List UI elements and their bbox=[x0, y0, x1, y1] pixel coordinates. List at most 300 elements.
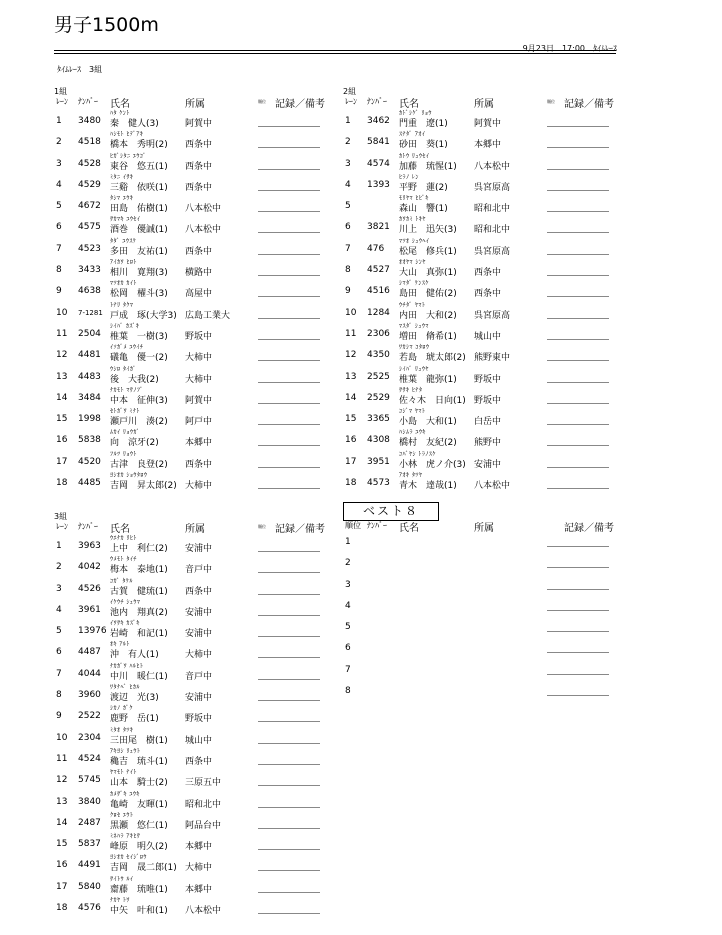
record-line bbox=[258, 764, 320, 765]
athlete-kana: ﾖｼｵｶ ｼｮｳﾀﾛｳ bbox=[110, 472, 148, 480]
table-row bbox=[54, 597, 324, 618]
record-line bbox=[258, 254, 320, 255]
lane-number: 4 bbox=[56, 604, 62, 615]
bib-number: 2306 bbox=[367, 328, 390, 339]
athlete-name: 砂田 葵(1) bbox=[399, 140, 448, 151]
table-row bbox=[343, 108, 613, 129]
bib-number: 4485 bbox=[78, 478, 101, 489]
table-row bbox=[343, 342, 613, 363]
record-line bbox=[547, 445, 609, 446]
lane-number: 4 bbox=[345, 179, 351, 190]
table-row bbox=[343, 214, 613, 235]
bib-number: 3480 bbox=[78, 116, 101, 126]
athlete-name: 沖 有人(1) bbox=[110, 650, 159, 661]
athlete-name: 古賀 健琉(1) bbox=[110, 586, 168, 597]
header-name: 氏名 bbox=[399, 99, 419, 110]
athlete-name: 島田 健佑(2) bbox=[399, 289, 457, 300]
athlete-name: 岩崎 和記(1) bbox=[110, 629, 168, 640]
record-line bbox=[258, 382, 320, 383]
table-row bbox=[54, 746, 324, 767]
header-record: 記録／備考 bbox=[275, 99, 325, 110]
lane-number: 10 bbox=[56, 307, 68, 318]
table-row bbox=[343, 300, 613, 321]
header-number: ﾅﾝﾊﾞｰ bbox=[367, 97, 387, 106]
record-line bbox=[547, 254, 609, 255]
table-row bbox=[343, 470, 613, 491]
athlete-club: 八本松中 bbox=[185, 204, 222, 215]
record-line bbox=[547, 339, 609, 340]
best8-row bbox=[343, 640, 613, 661]
athlete-name: 加藤 琉惺(1) bbox=[399, 161, 457, 172]
record-line bbox=[547, 318, 609, 319]
athlete-name: 古津 良登(2) bbox=[110, 459, 168, 470]
record-line bbox=[258, 828, 320, 829]
table-row bbox=[54, 831, 324, 852]
header-club: 所属 bbox=[185, 99, 205, 110]
record-line bbox=[547, 695, 609, 696]
athlete-name: 酒巻 優誠(1) bbox=[110, 225, 168, 236]
bib-number: 3961 bbox=[78, 604, 101, 615]
race-label: ﾀｲﾑﾚｰｽ 3組 bbox=[57, 65, 103, 74]
table-row bbox=[54, 470, 324, 491]
record-line bbox=[258, 169, 320, 170]
record-line bbox=[258, 743, 320, 744]
athlete-kana: ﾄﾅﾘ ﾀｸﾏ bbox=[110, 301, 134, 309]
athlete-kana: ｲｿｶﾞﾒ ﾕｳｲﾁ bbox=[110, 344, 144, 352]
athlete-club: 本郷中 bbox=[185, 884, 213, 895]
page-title: 男子1500m bbox=[54, 14, 159, 36]
athlete-kana: ｳｴﾅｶ ﾘﾋﾄ bbox=[110, 535, 137, 542]
athlete-kana: ｵｵﾔﾏ ｼﾝﾔ bbox=[399, 259, 426, 267]
lane-number: 15 bbox=[56, 839, 68, 850]
athlete-name: 佐々木 日向(1) bbox=[399, 395, 466, 406]
record-line bbox=[547, 275, 609, 276]
athlete-name: 松岡 櫂斗(3) bbox=[110, 289, 168, 300]
bib-number: 5838 bbox=[78, 435, 101, 446]
athlete-kana: ｽﾅﾀﾞ ｱｵｲ bbox=[399, 131, 426, 139]
athlete-kana: ﾜｶｼﾏ ｺﾀﾛｳ bbox=[399, 344, 430, 352]
athlete-name: 橋本 秀明(2) bbox=[110, 140, 168, 151]
bib-number: 3462 bbox=[367, 116, 390, 126]
athlete-club: 昭和北中 bbox=[474, 225, 511, 236]
athlete-club: 呉宮原高 bbox=[474, 310, 511, 321]
bib-number: 3960 bbox=[78, 690, 101, 701]
athlete-kana: ｼﾏﾀﾞ ｹﾝｽｹ bbox=[399, 280, 429, 288]
table-row bbox=[54, 364, 324, 385]
athlete-kana: ｺｶﾞ ﾀｹﾙ bbox=[110, 577, 133, 585]
athlete-club: 昭和北中 bbox=[185, 799, 222, 810]
lane-number: 4 bbox=[56, 179, 62, 190]
header-rank: 順位 bbox=[258, 524, 266, 529]
athlete-club: 八本松中 bbox=[185, 225, 222, 236]
table-row bbox=[54, 703, 324, 724]
athlete-name: 梅本 泰地(1) bbox=[110, 565, 168, 576]
athlete-club: 西条中 bbox=[185, 586, 213, 597]
record-line bbox=[547, 190, 609, 191]
bib-number: 4042 bbox=[78, 562, 101, 573]
lane-number: 5 bbox=[56, 201, 62, 212]
lane-number: 13 bbox=[345, 371, 357, 382]
lane-number: 11 bbox=[56, 328, 68, 339]
best8-header bbox=[343, 520, 613, 532]
athlete-club: 西条中 bbox=[185, 246, 213, 257]
athlete-kana: ﾓﾘﾔﾏ ﾋﾋﾞｷ bbox=[399, 195, 429, 203]
athlete-club: 阿賀中 bbox=[474, 119, 502, 129]
bib-number: 5840 bbox=[78, 881, 101, 892]
lane-number: 15 bbox=[56, 414, 68, 425]
athlete-name: 大山 真弥(1) bbox=[399, 268, 457, 279]
athlete-club: 野坂中 bbox=[185, 714, 213, 725]
record-line bbox=[258, 700, 320, 701]
header-lane: ﾚｰﾝ bbox=[345, 97, 357, 106]
athlete-kana: ﾋｶﾞｼﾀﾆ ﾕｳｺﾞ bbox=[110, 152, 147, 160]
lane-number: 17 bbox=[56, 456, 68, 467]
table-row bbox=[54, 554, 324, 575]
athlete-name: 瀬戸川 湊(2) bbox=[110, 417, 168, 428]
heat-rows bbox=[343, 108, 613, 491]
header-club: 所属 bbox=[474, 99, 494, 110]
header-number: ﾅﾝﾊﾞｰ bbox=[78, 522, 98, 531]
table-row bbox=[54, 874, 324, 895]
athlete-kana: ｲﾜｻｷ ｶｽﾞｷ bbox=[110, 620, 140, 628]
athlete-kana: ｼｲﾊﾞ ｶｽﾞｷ bbox=[110, 322, 140, 330]
table-row bbox=[54, 661, 324, 682]
bib-number: 3484 bbox=[78, 392, 101, 403]
athlete-name: 多田 友祐(1) bbox=[110, 246, 168, 257]
athlete-name: 小林 虎ノ介(3) bbox=[399, 459, 466, 470]
athlete-name: 黒瀬 悠仁(1) bbox=[110, 820, 168, 831]
athlete-club: 安浦中 bbox=[474, 459, 502, 470]
best8-header-club: 所属 bbox=[474, 523, 494, 534]
athlete-kana: ｱｷﾖｼ ﾘｭｳﾄ bbox=[110, 747, 141, 755]
athlete-kana: ﾏﾂｵ ｼｭｳﾍｲ bbox=[399, 237, 430, 245]
record-line bbox=[547, 631, 609, 632]
record-line bbox=[258, 594, 320, 595]
lane-number: 7 bbox=[56, 668, 62, 679]
athlete-kana: ｾﾄｶﾞﾜ ﾐﾅﾄ bbox=[110, 408, 140, 416]
bib-number: 3365 bbox=[367, 414, 390, 425]
athlete-club: 大柿中 bbox=[185, 650, 213, 661]
table-row bbox=[54, 214, 324, 235]
athlete-club: 西条中 bbox=[474, 289, 502, 300]
athlete-name: 穐吉 琉斗(1) bbox=[110, 756, 168, 767]
record-line bbox=[547, 674, 609, 675]
record-line bbox=[258, 551, 320, 552]
lane-number: 12 bbox=[56, 775, 68, 786]
athlete-club: 横路中 bbox=[185, 268, 213, 279]
table-row bbox=[343, 151, 613, 172]
bib-number: 2529 bbox=[367, 392, 390, 403]
heat-label: 2組 bbox=[343, 87, 357, 96]
table-row bbox=[343, 278, 613, 299]
record-line bbox=[258, 892, 320, 893]
record-line bbox=[258, 721, 320, 722]
table-row bbox=[54, 129, 324, 150]
header-lane: ﾚｰﾝ bbox=[56, 522, 68, 531]
bib-number: 4526 bbox=[78, 583, 101, 594]
athlete-name: 松尾 修兵(1) bbox=[399, 246, 457, 257]
header-rank: 順位 bbox=[547, 99, 555, 104]
athlete-club: 西条中 bbox=[185, 140, 213, 151]
athlete-name: 青木 達哉(1) bbox=[399, 481, 457, 492]
bib-number: 2525 bbox=[367, 371, 390, 382]
lane-number: 13 bbox=[56, 796, 68, 807]
lane-number: 16 bbox=[56, 860, 68, 871]
column-header bbox=[54, 521, 324, 533]
athlete-club: 安浦中 bbox=[185, 607, 213, 618]
record-line bbox=[258, 913, 320, 914]
best8-header-record: 記録／備考 bbox=[564, 523, 614, 534]
table-row bbox=[54, 172, 324, 193]
bib-number: 3963 bbox=[78, 541, 101, 551]
athlete-club: 本郷中 bbox=[185, 438, 213, 449]
athlete-name: 吉岡 晟二郎(1) bbox=[110, 863, 177, 874]
best8-rows bbox=[343, 534, 613, 704]
header-name: 氏名 bbox=[110, 524, 130, 535]
athlete-kana: ｺﾊﾞﾔｼ ﾄﾗﾉｽｹ bbox=[399, 450, 436, 458]
athlete-club: 呉宮原高 bbox=[474, 182, 511, 193]
subtitle-rule bbox=[54, 53, 616, 54]
athlete-name: 三谿 依咲(1) bbox=[110, 182, 168, 193]
lane-number: 12 bbox=[56, 350, 68, 361]
table-row bbox=[54, 108, 324, 129]
athlete-club: 西条中 bbox=[185, 182, 213, 193]
athlete-club: 野坂中 bbox=[185, 331, 213, 342]
athlete-kana: ﾅｶﾔ ﾄﾜ bbox=[110, 897, 130, 905]
lane-number: 10 bbox=[56, 732, 68, 743]
athlete-kana: ﾋﾗﾉ ﾚﾝ bbox=[399, 173, 419, 181]
athlete-kana: ｻｶﾏｷ ﾕｳｾｲ bbox=[110, 216, 141, 224]
athlete-name: 椎葉 龍弥(1) bbox=[399, 374, 457, 385]
bib-number: 4576 bbox=[78, 903, 101, 914]
bib-number: 3433 bbox=[78, 265, 101, 276]
best8-header-number: ﾅﾝﾊﾞｰ bbox=[367, 521, 387, 530]
record-line bbox=[258, 849, 320, 850]
record-line bbox=[547, 488, 609, 489]
record-line bbox=[547, 610, 609, 611]
athlete-kana: ﾊﾀ ｹﾝﾄ bbox=[110, 110, 130, 117]
athlete-kana: ﾀﾀﾞ ﾕｳｽｹ bbox=[110, 237, 137, 245]
athlete-name: 向 涼牙(2) bbox=[110, 438, 159, 449]
table-row bbox=[54, 789, 324, 810]
athlete-club: 広島工業大 bbox=[185, 310, 231, 321]
header-lane: ﾚｰﾝ bbox=[56, 97, 68, 106]
athlete-kana: ｶﾄｳ ﾘｭｳｾｲ bbox=[399, 152, 430, 160]
athlete-club: 本郷中 bbox=[185, 842, 213, 853]
bib-number: 4487 bbox=[78, 647, 101, 658]
best8-row bbox=[343, 577, 613, 598]
athlete-kana: ｺｼﾞﾏ ﾔﾏﾄ bbox=[399, 408, 426, 416]
record-line bbox=[547, 467, 609, 468]
athlete-club: 阿品台中 bbox=[185, 820, 222, 831]
athlete-name: 橋村 友紀(2) bbox=[399, 438, 457, 449]
athlete-kana: ﾊｼﾑﾗ ﾕｳｷ bbox=[399, 429, 426, 437]
athlete-club: 白岳中 bbox=[474, 417, 502, 428]
athlete-club: 西条中 bbox=[185, 161, 213, 172]
athlete-kana: ｶﾒｻﾞｷ ﾕｳｷ bbox=[110, 790, 140, 798]
athlete-club: 野坂中 bbox=[474, 374, 502, 385]
athlete-kana: ﾊｼﾓﾄ ﾋﾃﾞｱｷ bbox=[110, 131, 144, 139]
athlete-kana: ｸﾛｾ ﾕｳﾄ bbox=[110, 811, 134, 819]
lane-number: 2 bbox=[56, 562, 62, 573]
athlete-kana: ｳﾁﾀﾞ ﾔﾏﾄ bbox=[399, 301, 426, 309]
athlete-club: 三原五中 bbox=[185, 778, 222, 789]
record-line bbox=[547, 211, 609, 212]
lane-number: 14 bbox=[345, 392, 357, 403]
lane-number: 16 bbox=[345, 435, 357, 446]
lane-number: 5 bbox=[56, 626, 62, 637]
bib-number: 7-1281 bbox=[78, 308, 103, 317]
bib-number: 2304 bbox=[78, 732, 101, 743]
bib-number: 4518 bbox=[78, 137, 101, 148]
header-club: 所属 bbox=[185, 524, 205, 535]
athlete-kana: ｶﾜｶﾐ ﾄｷﾔ bbox=[399, 216, 426, 224]
athlete-name: 中本 征伸(3) bbox=[110, 395, 168, 406]
athlete-club: 安浦中 bbox=[185, 629, 213, 640]
record-line bbox=[547, 169, 609, 170]
athlete-club: 大柿中 bbox=[185, 863, 213, 874]
athlete-kana: ﾏﾂｵｶ ｶｲﾄ bbox=[110, 280, 137, 288]
athlete-name: 中川 暖仁(1) bbox=[110, 671, 168, 682]
bib-number: 4483 bbox=[78, 371, 101, 382]
record-line bbox=[547, 296, 609, 297]
record-line bbox=[547, 403, 609, 404]
table-row bbox=[54, 342, 324, 363]
table-row bbox=[343, 257, 613, 278]
bib-number: 3840 bbox=[78, 796, 101, 807]
athlete-club: 大柿中 bbox=[185, 374, 213, 385]
lane-number: 6 bbox=[345, 222, 351, 233]
athlete-club: 昭和北中 bbox=[474, 204, 511, 215]
lane-number: 8 bbox=[345, 265, 351, 276]
bib-number: 4523 bbox=[78, 243, 101, 254]
header-number: ﾅﾝﾊﾞｰ bbox=[78, 97, 98, 106]
lane-number: 16 bbox=[56, 435, 68, 446]
athlete-club: 阿戸中 bbox=[185, 417, 213, 428]
lane-number: 9 bbox=[56, 711, 62, 722]
athlete-name: 森山 響(1) bbox=[399, 204, 448, 215]
rank-number: 2 bbox=[345, 558, 351, 569]
table-row bbox=[54, 151, 324, 172]
athlete-club: 西条中 bbox=[185, 459, 213, 470]
lane-number: 7 bbox=[345, 243, 351, 254]
lane-number: 18 bbox=[56, 903, 68, 914]
athlete-name: 川上 迅矢(3) bbox=[399, 225, 457, 236]
record-line bbox=[547, 382, 609, 383]
athlete-name: 礒亀 優一(2) bbox=[110, 353, 168, 364]
athlete-club: 大柿中 bbox=[185, 481, 213, 492]
lane-number: 6 bbox=[56, 647, 62, 658]
table-row bbox=[343, 321, 613, 342]
heat-label: 3組 bbox=[54, 512, 68, 521]
best8-header-name: 氏名 bbox=[399, 523, 419, 534]
athlete-name: 亀崎 友暉(1) bbox=[110, 799, 168, 810]
athlete-name: 峰原 明久(2) bbox=[110, 842, 168, 853]
bib-number: 3821 bbox=[367, 222, 390, 233]
athlete-name: 秦 健人(3) bbox=[110, 119, 159, 129]
heat-label: 1組 bbox=[54, 87, 68, 96]
bib-number: 5837 bbox=[78, 839, 101, 850]
lane-number: 17 bbox=[345, 456, 357, 467]
bib-number: 1998 bbox=[78, 414, 101, 425]
best8-row bbox=[343, 683, 613, 704]
record-line bbox=[258, 403, 320, 404]
athlete-club: 阿賀中 bbox=[185, 119, 213, 129]
bib-number: 1284 bbox=[367, 307, 390, 318]
best8-row bbox=[343, 598, 613, 619]
athlete-kana: ﾌﾙﾂ ﾘｮｳﾄ bbox=[110, 450, 137, 458]
record-line bbox=[258, 636, 320, 637]
table-row bbox=[343, 385, 613, 406]
athlete-club: 西条中 bbox=[474, 268, 502, 279]
lane-number: 7 bbox=[56, 243, 62, 254]
table-row bbox=[343, 129, 613, 150]
bib-number: 4491 bbox=[78, 860, 101, 871]
rank-number: 8 bbox=[345, 686, 351, 697]
bib-number: 5745 bbox=[78, 775, 101, 786]
athlete-kana: ｻｻｷ ﾋﾅﾀ bbox=[399, 386, 423, 394]
athlete-kana: ﾑｶｲ ﾘｮｳｶﾞ bbox=[110, 429, 140, 437]
record-line bbox=[547, 424, 609, 425]
best8-row bbox=[343, 555, 613, 576]
record-line bbox=[547, 360, 609, 361]
athlete-name: 田島 佑樹(1) bbox=[110, 204, 168, 215]
heat-rows bbox=[54, 108, 324, 491]
table-row bbox=[54, 533, 324, 554]
record-line bbox=[258, 657, 320, 658]
athlete-name: 東谷 悠五(1) bbox=[110, 161, 168, 172]
table-row bbox=[343, 236, 613, 257]
athlete-kana: ｶﾄﾞｼｹﾞ ﾘｮｳ bbox=[399, 110, 432, 117]
athlete-club: 城山中 bbox=[474, 331, 502, 342]
bib-number: 4516 bbox=[367, 286, 390, 297]
table-row bbox=[54, 300, 324, 321]
lane-number: 17 bbox=[56, 881, 68, 892]
lane-number: 14 bbox=[56, 392, 68, 403]
record-line bbox=[547, 126, 609, 127]
rank-number: 7 bbox=[345, 664, 351, 675]
table-row bbox=[343, 364, 613, 385]
lane-number: 8 bbox=[56, 265, 62, 276]
bib-number: 3951 bbox=[367, 456, 390, 467]
record-line bbox=[258, 147, 320, 148]
bib-number: 4573 bbox=[367, 478, 390, 489]
lane-number: 3 bbox=[56, 158, 62, 169]
athlete-name: 戸成 琢(大学3) bbox=[110, 310, 177, 321]
table-row bbox=[54, 810, 324, 831]
bib-number: 4308 bbox=[367, 435, 390, 446]
athlete-name: 小島 大和(1) bbox=[399, 417, 457, 428]
header-rank: 順位 bbox=[258, 99, 266, 104]
athlete-club: 八本松中 bbox=[474, 481, 511, 492]
best8-header-rank: 順位 bbox=[345, 521, 361, 530]
best8-row bbox=[343, 619, 613, 640]
athlete-name: 後 大我(2) bbox=[110, 374, 159, 385]
athlete-name: 吉岡 昇太郎(2) bbox=[110, 481, 177, 492]
record-line bbox=[258, 126, 320, 127]
record-line bbox=[258, 870, 320, 871]
athlete-name: 門重 遼(1) bbox=[399, 119, 448, 129]
column-header bbox=[54, 96, 324, 108]
record-line bbox=[258, 572, 320, 573]
table-row bbox=[54, 618, 324, 639]
table-row bbox=[343, 193, 613, 214]
bib-number: 4044 bbox=[78, 668, 101, 679]
bib-number: 4529 bbox=[78, 179, 101, 190]
athlete-club: 安浦中 bbox=[185, 544, 213, 554]
athlete-kana: ｳｼﾛ ﾀｲｶﾞ bbox=[110, 365, 137, 373]
lane-number: 14 bbox=[56, 817, 68, 828]
